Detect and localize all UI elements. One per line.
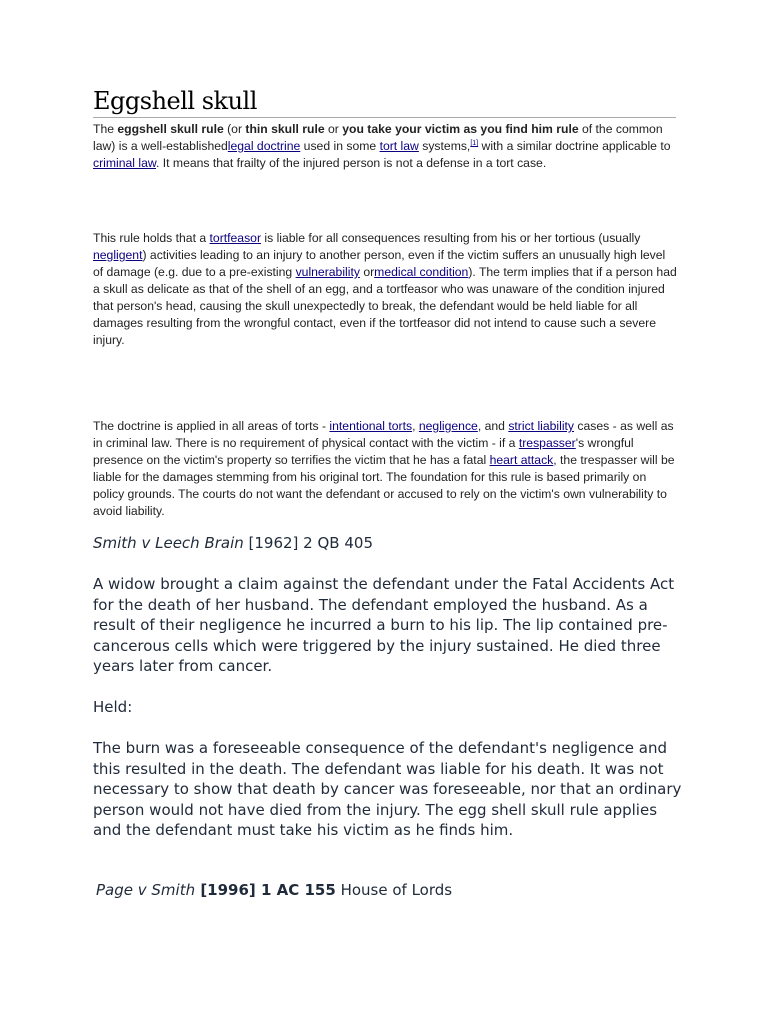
case-heading-page — [96, 880, 686, 901]
rule-paragraph — [93, 230, 677, 349]
case-court: House of Lords — [335, 881, 453, 899]
held-text: The burn was a foreseeable consequence of the defendant's negligence and this resulted in the death. The defendant was liable for his death. It was not necessary to show that death by cancer was foreseeable, nor that an ordinary person would not have died from the injury. The egg shell skull rule applies and the defendant must take his victim as he finds him. — [93, 739, 682, 839]
page-title: Eggshell skull — [93, 87, 257, 115]
text: ). The term implies that if a person had a skull as delicate as that of the shell of an egg, and a tortfeasor who was unaware of the condition injured that person's head, causing the skull unexpectedly to break, the defendant would be held liable for all damages resulting from the wrongful contact, even if the tortfeasor did not intend to cause such a severe injury. — [93, 265, 677, 347]
text: of the common law) is a well-established — [93, 122, 663, 153]
text: used in some — [300, 139, 380, 153]
intro-paragraph — [93, 121, 677, 172]
text: (or — [223, 122, 246, 136]
text: with a similar doctrine applicable to — [478, 139, 671, 153]
text: The doctrine is applied in all areas of torts - — [93, 419, 330, 433]
text: , the trespasser will be liable for the damages stemming from his original tort. The foundation for this rule is based primarily on policy grounds. The courts do not want the defendant or accused to rely on the victim's own vulnerability to avoid liability. — [93, 453, 675, 518]
case-name: Smith v Leech Brain — [93, 534, 244, 552]
link-intentional-torts[interactable]: intentional torts — [329, 419, 413, 433]
link-legal-doctrine[interactable]: legal doctrine — [227, 139, 301, 153]
case-heading-smith — [93, 533, 683, 554]
title-divider — [93, 117, 676, 118]
text: ) activities leading to an injury to another person, even if the victim suffers an unusually high level of damage (e.g. due to a pre-existing — [93, 248, 666, 279]
text: cases - as well as in criminal law. There is no requirement of physical contact with the victim - if a — [93, 419, 674, 450]
case-facts: A widow brought a claim against the defendant under the Fatal Accidents Act for the death of her husband. The defendant employed the husband. As a result of their negligence he incurred a burn to his lip. The lip contained pre-cancerous cells which were triggered by the injury sustained. He died three years later from cancer. — [93, 575, 675, 675]
case-citation: [1962] 2 QB 405 — [243, 534, 373, 552]
link-tort-law[interactable]: tort law — [379, 139, 419, 153]
link-vulnerability[interactable]: vulnerability — [295, 265, 360, 279]
text: is liable for all consequences resulting from his or her tortious (usually — [261, 231, 641, 245]
link-negligence[interactable]: negligence — [418, 419, 478, 433]
link-medical-condition[interactable]: medical condition — [374, 265, 469, 279]
text: or — [359, 265, 375, 279]
link-strict-liability[interactable]: strict liability — [508, 419, 575, 433]
text: This rule holds that a — [93, 231, 210, 245]
link-negligent[interactable]: negligent — [93, 248, 143, 262]
text: , — [412, 419, 419, 433]
reference-link[interactable]: [1] — [470, 140, 479, 147]
text: The — [93, 122, 118, 136]
bold-term: you take your victim as you find him rule — [342, 122, 579, 136]
link-tortfeasor[interactable]: tortfeasor — [209, 231, 262, 245]
case-name: Page v Smith — [96, 881, 196, 899]
link-trespasser[interactable]: trespasser — [518, 436, 576, 450]
text: systems, — [418, 139, 471, 153]
doctrine-paragraph — [93, 418, 677, 520]
bold-term: eggshell skull rule — [117, 122, 224, 136]
text: . It means that frailty of the injured person is not a defense in a tort case. — [155, 156, 547, 170]
text: or — [324, 122, 343, 136]
text: 's wrongful presence on the victim's property so terrifies the victim that he has a fatal — [93, 436, 634, 467]
link-criminal-law[interactable]: criminal law — [93, 156, 156, 170]
case-citation: [1996] 1 AC 155 — [195, 881, 336, 899]
bold-term: thin skull rule — [245, 122, 325, 136]
text: , and — [477, 419, 509, 433]
held-label: Held: — [93, 698, 133, 716]
link-heart-attack[interactable]: heart attack — [489, 453, 554, 467]
